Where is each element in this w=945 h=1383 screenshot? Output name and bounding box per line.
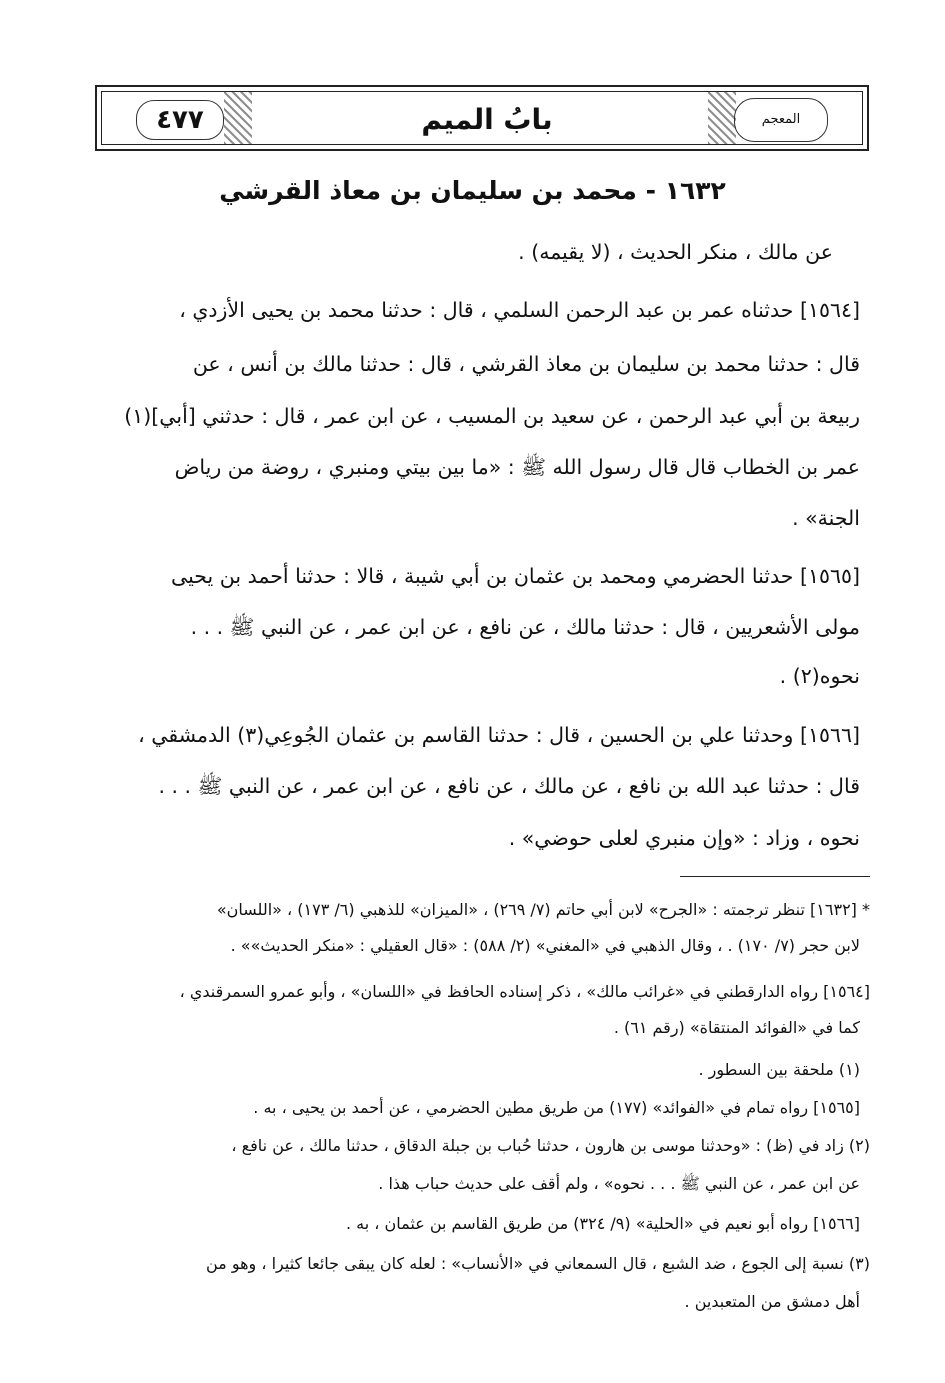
main-line-2: قال : حدثنا محمد بن سليمان بن معاذ القرشي ، قال : حدثنا مالك بن أنس ، عن: [192, 352, 860, 376]
footnote-line-11: أهل دمشق من المتعبدين .: [684, 1292, 860, 1311]
footnote-separator: [680, 876, 870, 877]
main-line-4: عمر بن الخطاب قال قال رسول الله ﷺ : «ما بين بيتي ومنبري ، روضة من رياض: [174, 455, 860, 479]
main-line-10: قال : حدثنا عبد الله بن نافع ، عن مالك ، عن نافع ، عن ابن عمر ، عن النبي ﷺ . . .: [158, 774, 860, 798]
main-line-11: نحوه ، وزاد : «وإن منبري لعلى حوضي» .: [508, 826, 860, 850]
footnote-line-9: [١٥٦٦] رواه أبو نعيم في «الحلية» (٩/ ٣٢٤) من طريق القاسم بن عثمان ، به .: [345, 1214, 860, 1233]
chapter-title: بابُ الميم: [421, 103, 553, 136]
main-line-8: نحوه(٢) .: [779, 664, 860, 688]
footnote-line-5: (١) ملحقة بين السطور .: [698, 1060, 860, 1079]
entry-description: عن مالك ، منكر الحديث ، (لا يقيمه) .: [518, 240, 833, 264]
ornament-left: [224, 92, 252, 144]
main-line-5: الجنة» .: [792, 506, 860, 530]
footnote-line-6: [١٥٦٥] رواه تمام في «الفوائد» (١٧٧) من طريق مطين الحضرمي ، عن أحمد بن يحيى ، به .: [253, 1098, 860, 1117]
footnote-line-7: (٢) زاد في (ظ) : «وحدثنا موسى بن هارون ، حدثنا حُباب بن جبلة الدقاق ، حدثنا مالك ، عن نافع ،: [231, 1136, 870, 1155]
footnote-line-2: لابن حجر (٧/ ١٧٠) . ، وقال الذهبي في «المغني» (٢/ ٥٨٨) : «قال العقيلي : «منكر الحديث»» .: [230, 936, 860, 955]
page-number: ٤٧٧: [136, 100, 224, 140]
entry-title: ١٦٣٢ - محمد بن سليمان بن معاذ القرشي: [219, 176, 726, 205]
main-line-6: [١٥٦٥] حدثنا الحضرمي ومحمد بن عثمان بن أبي شيبة ، قالا : حدثنا أحمد بن يحيى: [171, 564, 860, 588]
main-line-7: مولى الأشعريين ، قال : حدثنا مالك ، عن نافع ، عن ابن عمر ، عن النبي ﷺ . . .: [190, 615, 860, 639]
main-line-1: [١٥٦٤] حدثناه عمر بن عبد الرحمن السلمي ، قال : حدثنا محمد بن يحيى الأزدي ،: [179, 298, 860, 322]
footnote-line-10: (٣) نسبة إلى الجوع ، ضد الشبع ، قال السمعاني في «الأنساب» : لعله كان يبقى جائعا كثيرا ، وهو من: [206, 1254, 870, 1273]
header-inner-border: [101, 91, 863, 145]
footnote-line-4: كما في «الفوائد المنتقاة» (رقم ٦١) .: [613, 1018, 860, 1037]
footnote-line-1: * [١٦٣٢] تنظر ترجمته : «الجرح» لابن أبي حاتم (٧/ ٢٦٩) ، «الميزان» للذهبي (٦/ ١٧٣) ، «اللسان»: [216, 900, 870, 919]
footnote-line-3: [١٥٦٤] رواه الدارقطني في «غرائب مالك» ، ذكر إسناده الحافظ في «اللسان» ، وأبو عمرو السمرقندي ،: [179, 982, 870, 1001]
main-line-9: [١٥٦٦] وحدثنا علي بن الحسين ، قال : حدثنا القاسم بن عثمان الجُوعِي(٣) الدمشقي ،: [138, 723, 860, 747]
book-logo: المعجم: [734, 98, 828, 142]
ornament-right: [708, 92, 736, 144]
footnote-line-8: عن ابن عمر ، عن النبي ﷺ . . . نحوه» ، ولم أقف على حديث حباب هذا .: [378, 1174, 860, 1193]
page-header-frame: [95, 85, 869, 151]
main-line-3: ربيعة بن أبي عبد الرحمن ، عن سعيد بن المسيب ، عن ابن عمر ، قال : حدثني [أبي](١): [124, 404, 860, 428]
